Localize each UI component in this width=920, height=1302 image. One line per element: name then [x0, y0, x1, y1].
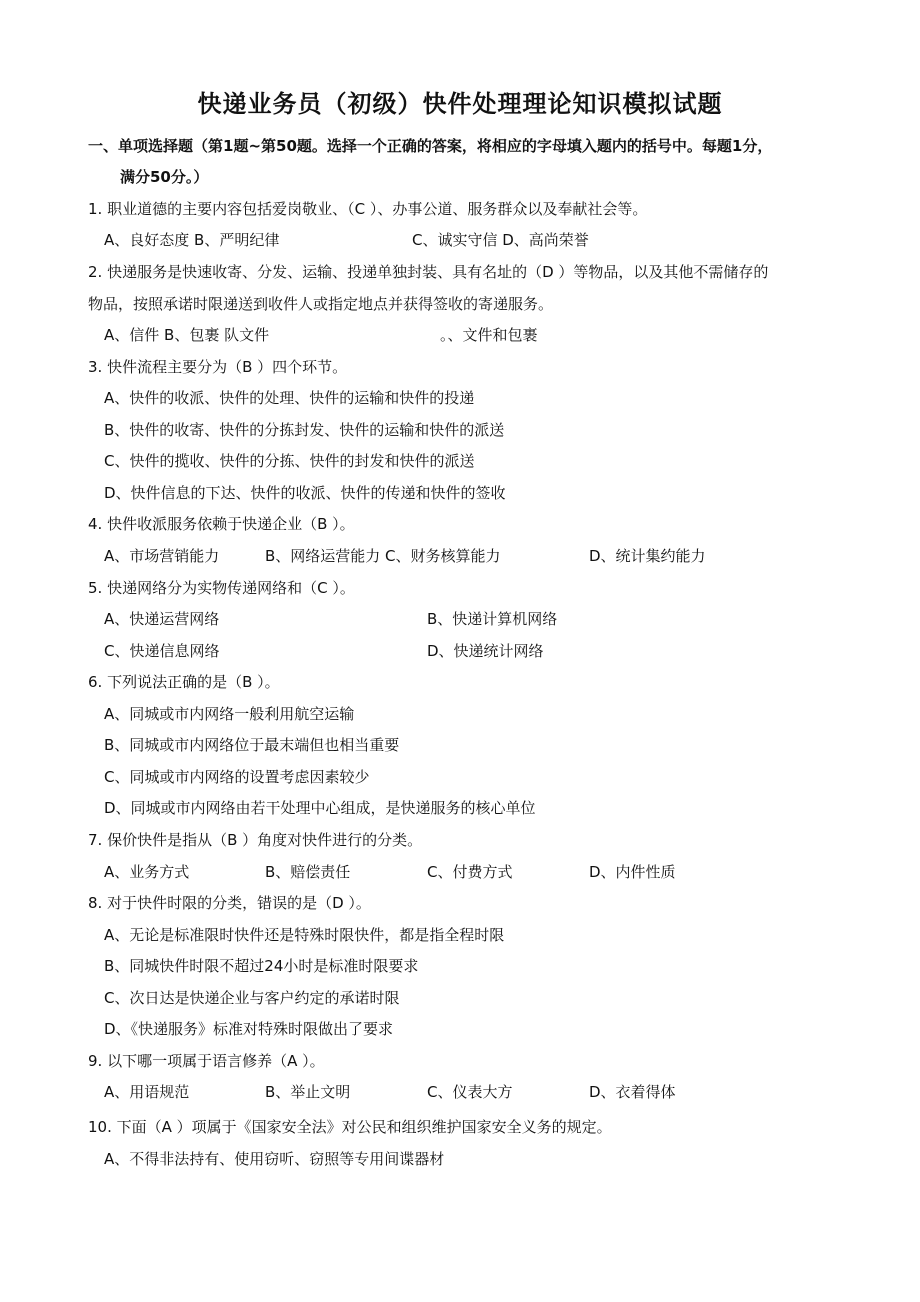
question-5-option-d: D、快递统计网络: [427, 642, 544, 660]
question-3-stem: 3. 快件流程主要分为（B ）四个环节。: [88, 358, 348, 376]
question-2-stem: 2. 快递服务是快速收寄、分发、运输、投递单独封装、具有名址的（D ）等物品，以及其他不需储存的: [88, 263, 769, 281]
question-9-stem: 9. 以下哪一项属于语言修养（A ）。: [88, 1052, 325, 1070]
question-6-option-b: B、同城或市内网络位于最末端但也相当重要: [104, 736, 400, 754]
question-6-option-a: A、同城或市内网络一般利用航空运输: [104, 705, 355, 723]
question-3-option-a: A、快件的收派、快件的处理、快件的运输和快件的投递: [104, 389, 475, 407]
question-3-option-d: D、快件信息的下达、快件的收派、快件的传递和快件的签收: [104, 484, 506, 502]
question-5-stem: 5. 快递网络分为实物传递网络和（C ）。: [88, 579, 355, 597]
question-5-option-c: C、快递信息网络: [104, 642, 220, 660]
question-6-stem: 6. 下列说法正确的是（B ）。: [88, 673, 280, 691]
question-2-options-ab: A、信件 B、包裹 队文件: [104, 326, 270, 344]
question-1-options-cd: C、诚实守信 D、高尚荣誉: [412, 231, 589, 249]
question-9-option-c: C、仪表大方: [427, 1083, 513, 1101]
question-7-option-a: A、业务方式: [104, 863, 190, 881]
question-4-stem: 4. 快件收派服务依赖于快递企业（B ）。: [88, 515, 355, 533]
question-6-option-c: C、同城或市内网络的设置考虑因素较少: [104, 768, 370, 786]
question-3-option-c: C、快件的揽收、快件的分拣、快件的封发和快件的派送: [104, 452, 475, 470]
question-3-option-b: B、快件的收寄、快件的分拣封发、快件的运输和快件的派送: [104, 421, 505, 439]
question-6-option-d: D、同城或市内网络由若干处理中心组成，是快递服务的核心单位: [104, 799, 536, 817]
question-5-option-b: B、快递计算机网络: [427, 610, 558, 628]
question-1-stem: 1. 职业道德的主要内容包括爱岗敬业、（C ）、办事公道、服务群众以及奉献社会等。: [88, 200, 648, 218]
section-heading: 一、单项选择题（第1题~第50题。选择一个正确的答案，将相应的字母填入题内的括号中。每题1分，: [88, 137, 773, 155]
question-7-option-d: D、内件性质: [589, 863, 676, 881]
question-9-option-b: B、举止文明: [265, 1083, 351, 1101]
question-7-option-c: C、付费方式: [427, 863, 513, 881]
question-10-stem: 10. 下面（A ）项属于《国家安全法》对公民和组织维护国家安全义务的规定。: [88, 1118, 612, 1136]
question-8-option-b: B、同城快件时限不超过24小时是标准时限要求: [104, 957, 419, 975]
page-title: 快递业务员（初级）快件处理理论知识模拟试题: [197, 90, 723, 118]
question-7-stem: 7. 保价快件是指从（B ）角度对快件进行的分类。: [88, 831, 423, 849]
question-8-option-d: D、《快递服务》标准对特殊时限做出了要求: [104, 1020, 394, 1038]
section-heading-cont: 满分50分。）: [120, 168, 209, 186]
question-10-option-a: A、不得非法持有、使用窃听、窃照等专用间谍器材: [104, 1150, 445, 1168]
question-4-option-d: D、统计集约能力: [589, 547, 706, 565]
question-8-option-a: A、无论是标准限时快件还是特殊时限快件，都是指全程时限: [104, 926, 505, 944]
question-4-options-bc: B、网络运营能力 C、财务核算能力: [265, 547, 501, 565]
question-2-options-cd: 。、文件和包裹: [440, 326, 538, 344]
question-2-stem-cont: 物品，按照承诺时限递送到收件人或指定地点并获得签收的寄递服务。: [88, 295, 554, 313]
question-1-options-ab: A、良好态度 B、严明纪律: [104, 231, 280, 249]
question-9-option-a: A、用语规范: [104, 1083, 190, 1101]
question-7-option-b: B、赔偿责任: [265, 863, 351, 881]
question-5-option-a: A、快递运营网络: [104, 610, 220, 628]
question-8-stem: 8. 对于快件时限的分类，错误的是（D ）。: [88, 894, 371, 912]
question-9-option-d: D、衣着得体: [589, 1083, 676, 1101]
question-4-option-a: A、市场营销能力: [104, 547, 220, 565]
question-8-option-c: C、次日达是快递企业与客户约定的承诺时限: [104, 989, 400, 1007]
